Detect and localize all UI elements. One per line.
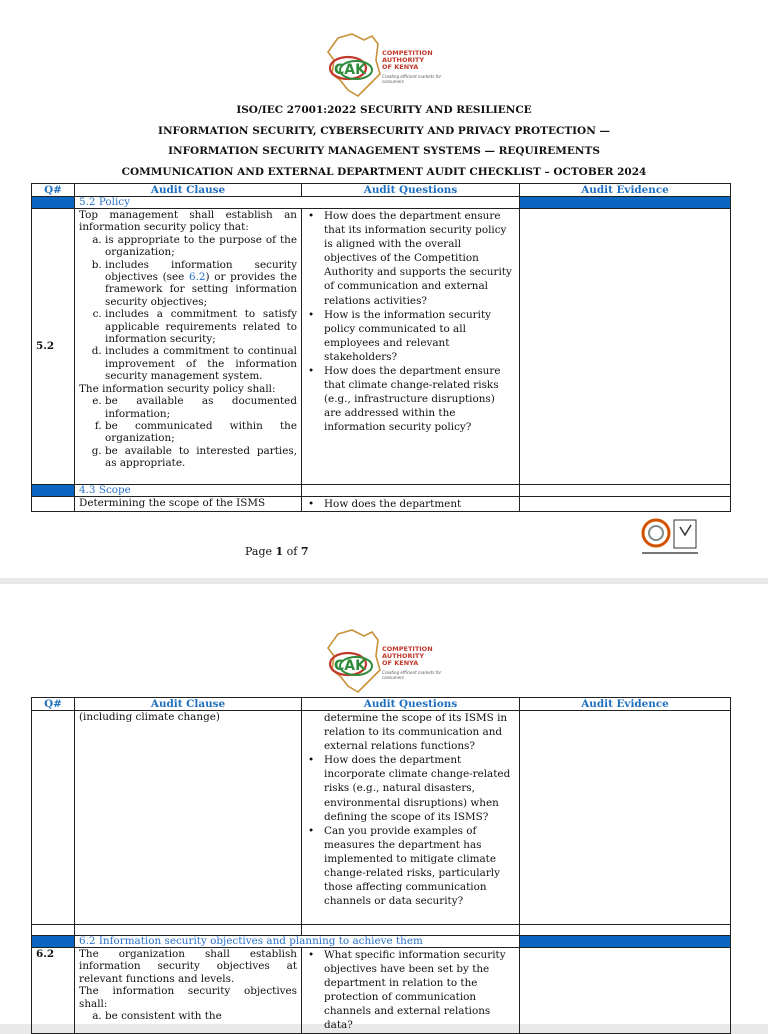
- document-title: [0, 100, 768, 182]
- header-evidence: Audit Evidence: [520, 184, 731, 197]
- table-row: [32, 711, 731, 925]
- audit-questions: determine the scope of its ISMS in relation to its communication and external relations functions? • How does the department incorporate climate change-related risks (e.g., natural disasters, environmental disruptions) when defining the scope of its ISMS? • Can you provide examples of measures the department has implemented to mitigate climate change-related risks, particularly those affecting communication channels or data security?: [302, 711, 520, 925]
- page-number: Page 1 of 7: [245, 545, 309, 558]
- question-item: • How does the department ensure that climate change-related risks (e.g., infrastructure disruptions) are addressed within the information security policy?: [324, 364, 515, 434]
- question-item: • How does the department ensure that its information security policy is aligned with the overall objectives of the Competition Authority and supports the security of communication and external relations activities?: [324, 209, 515, 308]
- logo-tagline: Creating efficient markets for consumers: [382, 670, 442, 680]
- section-row-objectives: [32, 936, 731, 948]
- audit-questions: • How does the department: [302, 497, 520, 512]
- svg-text:CAK: CAK: [334, 62, 366, 78]
- audit-clause: Top management shall establish an information security policy that: a. is appropriate to the purpose of the organization; b. includes information security objectives (see 6.2) or provides the framework for setting information security objectives; c. includes a commitment to satisfy applicable requirements related to information security; d. includes a commitment to continual improvement of the information security management system. The information security policy shall: e. be available as documented information; f. be communicated within the organization; g. be available to interested parties, as appropriate.: [75, 209, 302, 485]
- audit-checklist-table: [31, 183, 731, 512]
- logo-text: COMPETITION AUTHORITY OF KENYA: [382, 645, 433, 667]
- audit-clause: The organization shall establish information security objectives at relevant functions and levels. The information security objectives shall: a. be consistent with the: [75, 948, 302, 1034]
- title-line-1: ISO/IEC 27001:2022 SECURITY AND RESILIENCE: [236, 104, 532, 116]
- audit-evidence[interactable]: [520, 948, 731, 1034]
- question-item: • Can you provide examples of measures the department has implemented to mitigate climate change-related risks, particularly those affecting communication channels or data security?: [324, 824, 515, 909]
- audit-clause: (including climate change): [75, 711, 302, 925]
- document-page-2: [0, 584, 768, 1032]
- audit-questions: [302, 948, 520, 1034]
- audit-questions: [302, 209, 520, 485]
- cak-logo: [318, 626, 448, 696]
- header-evidence: Audit Evidence: [520, 698, 731, 711]
- table-row: [32, 948, 731, 1034]
- table-header-row: [32, 184, 731, 197]
- svg-text:CAK: CAK: [334, 658, 366, 674]
- iso-certification-badge: [640, 517, 700, 557]
- header-q: Q#: [32, 698, 75, 711]
- section-row-scope: [32, 485, 731, 497]
- question-number: 5.2: [32, 209, 75, 485]
- header-questions: Audit Questions: [302, 698, 520, 711]
- audit-evidence[interactable]: [520, 209, 731, 485]
- title-line-4: COMMUNICATION AND EXTERNAL DEPARTMENT AUDIT CHECKLIST – OCTOBER 2024: [121, 165, 647, 178]
- header-questions: Audit Questions: [302, 184, 520, 197]
- title-line-3: INFORMATION SECURITY MANAGEMENT SYSTEMS — REQUIREMENTS: [168, 145, 600, 157]
- question-number: 6.2: [32, 948, 75, 1034]
- section-title: 6.2 Information security objectives and planning to achieve them: [75, 936, 520, 948]
- question-item: • What specific information security objectives have been set by the department in relation to the protection of communication channels and external relations data?: [324, 948, 515, 1033]
- logo-text: COMPETITION AUTHORITY OF KENYA: [382, 49, 433, 71]
- table-row: [32, 209, 731, 485]
- audit-evidence[interactable]: [520, 497, 731, 512]
- audit-clause: Determining the scope of the ISMS: [75, 497, 302, 512]
- header-clause: Audit Clause: [75, 184, 302, 197]
- title-line-2: INFORMATION SECURITY, CYBERSECURITY AND PRIVACY PROTECTION —: [158, 124, 610, 137]
- logo-tagline: Creating efficient markets for consumers: [382, 74, 442, 84]
- cak-logo: [318, 30, 448, 100]
- clause-link[interactable]: 6.2: [188, 271, 206, 284]
- audit-checklist-table: [31, 697, 731, 1034]
- table-header-row: [32, 698, 731, 711]
- header-clause: Audit Clause: [75, 698, 302, 711]
- section-row-policy: [32, 197, 731, 209]
- question-item: • How is the information security policy communicated to all employees and relevant stakeholders?: [324, 308, 515, 364]
- question-item: • How does the department incorporate climate change-related risks (e.g., natural disasters, environmental disruptions) when defining the scope of its ISMS?: [324, 753, 515, 823]
- audit-evidence[interactable]: [520, 711, 731, 925]
- section-title: 4.3 Scope: [75, 485, 302, 497]
- header-q: Q#: [32, 184, 75, 197]
- table-row: [32, 497, 731, 512]
- section-title: 5.2 Policy: [75, 197, 520, 209]
